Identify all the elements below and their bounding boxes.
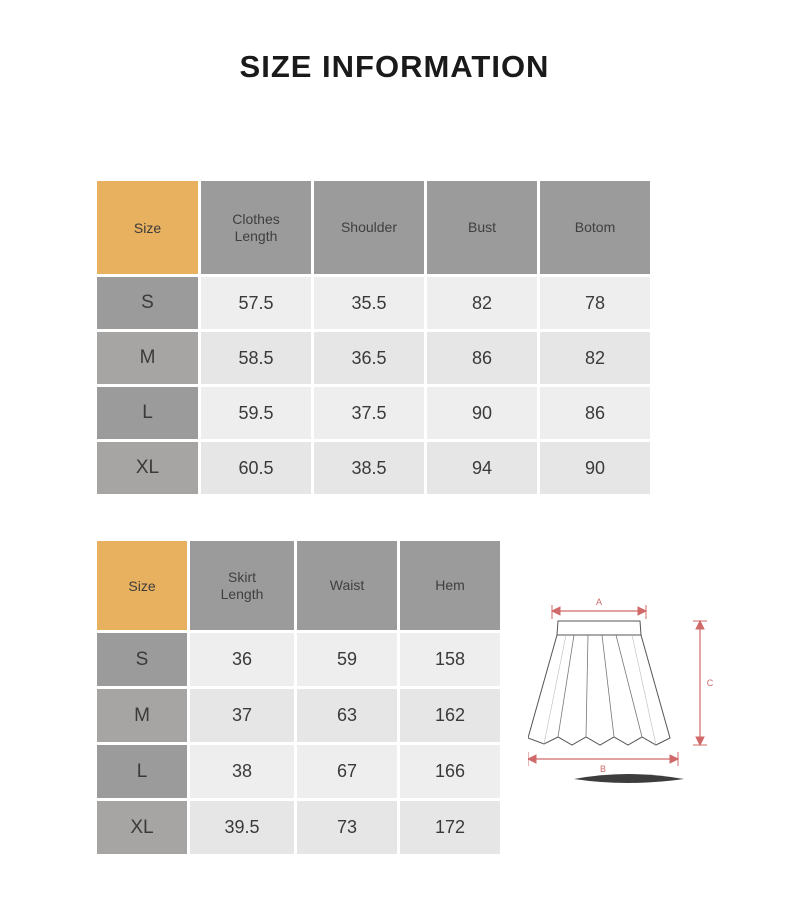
row-label-m: M [97,689,187,742]
table-header-row [97,181,650,274]
cell-l-clothes-length: 59.5 [201,387,311,439]
row-label-xl: XL [97,442,198,494]
cell-l-bust: 90 [427,387,537,439]
row-label-l: L [97,387,198,439]
cell-s-botom: 78 [540,277,650,329]
header-bust: Bust [427,181,537,274]
cell-l-waist: 67 [297,745,397,798]
cell-s-clothes-length: 57.5 [201,277,311,329]
cell-m-shoulder: 36.5 [314,332,424,384]
row-label-m: M [97,332,198,384]
cell-l-hem: 166 [400,745,500,798]
size-table-bottom-wrapper [94,538,503,857]
header-skirt-length: Skirt Length [190,541,294,630]
header-shoulder: Shoulder [314,181,424,274]
header-waist: Waist [297,541,397,630]
label-b: B [599,764,607,774]
cell-xl-botom: 90 [540,442,650,494]
cell-s-waist: 59 [297,633,397,686]
cell-xl-shoulder: 38.5 [314,442,424,494]
skirt-diagram-svg [528,597,728,807]
row-label-xl: XL [97,801,187,854]
label-c: C [706,678,714,688]
table-row [97,332,650,384]
cell-m-hem: 162 [400,689,500,742]
cell-m-skirt-length: 37 [190,689,294,742]
table-row [97,745,500,798]
header-hem: Hem [400,541,500,630]
row-label-s: S [97,277,198,329]
table-row [97,387,650,439]
table-row [97,689,500,742]
size-table-bottom [94,538,503,857]
table-row [97,801,500,854]
cell-s-skirt-length: 36 [190,633,294,686]
cell-xl-clothes-length: 60.5 [201,442,311,494]
size-table-top-wrapper [94,178,653,497]
cell-s-shoulder: 35.5 [314,277,424,329]
cell-m-bust: 86 [427,332,537,384]
cell-xl-hem: 172 [400,801,500,854]
cell-xl-skirt-length: 39.5 [190,801,294,854]
cell-l-botom: 86 [540,387,650,439]
header-size: Size [97,181,198,274]
row-label-l: L [97,745,187,798]
cell-xl-bust: 94 [427,442,537,494]
header-botom: Botom [540,181,650,274]
size-table-top [94,178,653,497]
cell-m-clothes-length: 58.5 [201,332,311,384]
header-clothes-length: Clothes Length [201,181,311,274]
table-row [97,442,650,494]
cell-s-hem: 158 [400,633,500,686]
label-a: A [595,597,603,607]
header-size: Size [97,541,187,630]
page-title: SIZE INFORMATION [239,49,550,84]
cell-l-shoulder: 37.5 [314,387,424,439]
table-row [97,277,650,329]
cell-l-skirt-length: 38 [190,745,294,798]
row-label-s: S [97,633,187,686]
table-row [97,633,500,686]
cell-s-bust: 82 [427,277,537,329]
cell-xl-waist: 73 [297,801,397,854]
skirt-measurement-diagram [528,597,728,807]
cell-m-waist: 63 [297,689,397,742]
table-header-row [97,541,500,630]
cell-m-botom: 82 [540,332,650,384]
